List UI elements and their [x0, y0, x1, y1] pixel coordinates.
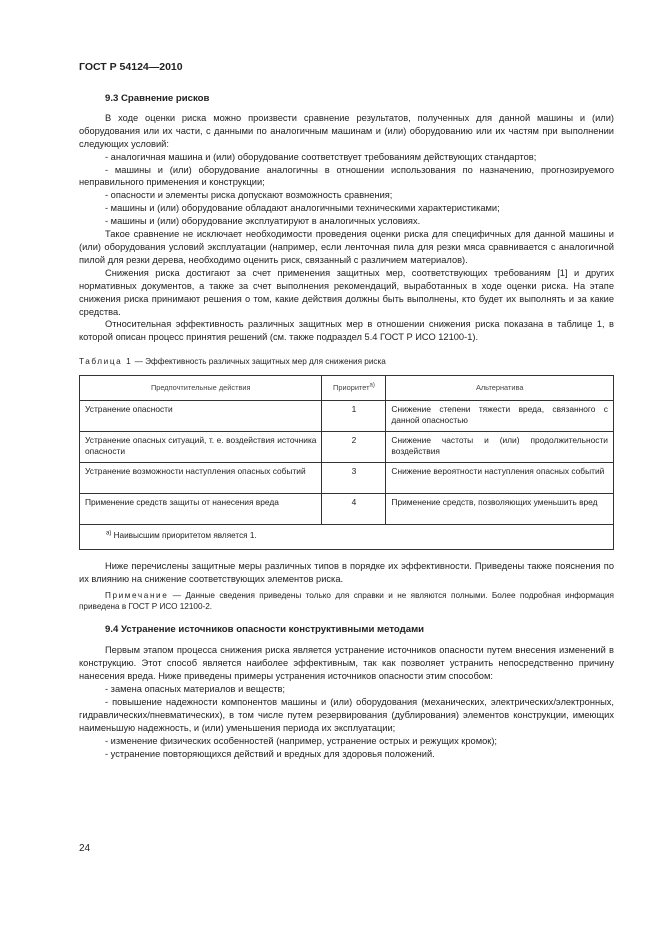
list-item: - аналогичная машина и (или) оборудование соответствует требованиям действующих стандартов; [105, 151, 537, 162]
cell-alternative: Снижение вероятности наступления опасных событий [386, 463, 614, 494]
section-9-3-title: 9.3 Сравнение рисков [105, 93, 210, 104]
table-footnote-row [80, 525, 614, 550]
cell-priority: 1 [322, 401, 386, 432]
paragraph: Такое сравнение не исключает необходимости проведения оценки риска для специфичных для данной машины и (или) оборудования условий эксплуатации (например, если ленточная пила для резки мяса сравнивается с аналогичной пилой для резки дерева, необходимо оценить риск, связанный с различием материалов). [79, 229, 614, 265]
page-content [79, 93, 614, 761]
paragraph: Снижения риска достигают за счет применения защитных мер, соответствующих требованиям [1] и других нормативных документов, а также за счет выполнения рекомендаций, выработанных в ходе оценки риска. На этапе снижения риска принимают решения о том, какие действия должны быть выполнены, кто будет их выполнять и за какие средства. [79, 267, 614, 317]
table-caption-text: — Эффективность различных защитных мер для снижения риска [132, 357, 386, 367]
table-caption-label: Таблица 1 [79, 357, 133, 367]
cell-alternative: Снижение степени тяжести вреда, связанного с данной опасностью [386, 401, 614, 432]
table-caption [79, 356, 614, 369]
list-item: - машины и (или) оборудование эксплуатируют в аналогичных условиях. [105, 216, 421, 227]
document-code-header: ГОСТ Р 54124—2010 [79, 61, 183, 73]
cell-preferred: Применение средств защиты от нанесения вреда [80, 494, 322, 525]
table-row [80, 463, 614, 494]
paragraph: Относительная эффективность различных защитных мер в отношении снижения риска показана в таблице 1, в которой описан процесс принятия решений (см. также подраздел 5.4 ГОСТ Р ИСО 12100-1). [79, 319, 614, 343]
paragraph: Ниже перечислены защитные меры различных типов в порядке их эффективности. Приведены также пояснения по их влиянию на снижение соответствующих элементов риска. [79, 560, 614, 584]
table-footnote [80, 525, 614, 550]
protective-measures-table [79, 375, 614, 550]
cell-priority: 3 [322, 463, 386, 494]
section-9-3-intro: В ходе оценки риска можно произвести сравнение результатов, полученных для данной машины и (или) оборудования или их части, с данными по аналогичным машинам и (или) оборудованию или их частям при выполнении следующих условий: [79, 112, 614, 149]
list-item: - повышение надежности компонентов машины и (или) оборудования (механических, электрических/электронных, гидравлических/пневматических), в том числе путем резервирования (дублирования) элементов конструкции, имеющих наименьшую надежность, и (или) уменьшения периода их эксплуатации; [79, 697, 614, 733]
cell-preferred: Устранение возможности наступления опасных событий [80, 463, 322, 494]
list-item: - опасности и элементы риска допускают возможность сравнения; [105, 190, 393, 201]
section-9-4-intro: Первым этапом процесса снижения риска является устранение источников опасности путем внесения изменений в конструкцию. Этот способ является наиболее эффективным, так как позволяет устранить непосредственно причину нанесения вреда. Ниже приведены примеры устранения источников опасности этим способом: [79, 645, 614, 682]
table-header-row [80, 376, 614, 401]
footnote-text: Наивысшим приоритетом является 1. [111, 531, 257, 541]
page-number: 24 [79, 843, 91, 854]
cell-priority: 2 [322, 432, 386, 463]
section-9-4-title: 9.4 Устранение источников опасности конструктивными методами [105, 623, 425, 635]
cell-alternative: Применение средств, позволяющих уменьшить вред [386, 494, 614, 525]
header-alternative: Альтернатива [386, 376, 614, 401]
footnote-mark: а) [106, 530, 112, 537]
header-priority-footnote-mark: а) [369, 382, 375, 389]
table-row [80, 494, 614, 525]
cell-preferred: Устранение опасности [80, 401, 322, 432]
table-row [80, 401, 614, 432]
table-row [80, 432, 614, 463]
header-priority-label: Приоритет [333, 382, 370, 392]
cell-preferred: Устранение опасных ситуаций, т. е. воздействия источника опасности [80, 432, 322, 463]
list-item: - изменение физических особенностей (например, устранение острых и режущих кромок); [105, 735, 498, 746]
header-preferred-actions: Предпочтительные действия [80, 376, 322, 401]
list-item: - устранение повторяющихся действий и вредных для здоровья положений. [105, 748, 435, 759]
cell-alternative: Снижение частоты и (или) продолжительности воздействия [386, 432, 614, 463]
note [79, 590, 614, 612]
list-item: - машины и (или) оборудование обладают аналогичными техническими характеристиками; [105, 203, 500, 214]
note-label: Примечание [105, 590, 169, 600]
header-priority [322, 376, 386, 401]
note-text: — Данные сведения приведены только для справки и не являются полными. Более подробная информация приведена в ГОСТ Р ИСО 12100-2. [79, 590, 614, 611]
list-item: - машины и (или) оборудование аналогичны в отношении использования по назначению, прогнозируемого неправильного применения и конструкции; [79, 164, 614, 188]
list-item: - замена опасных материалов и веществ; [105, 684, 285, 695]
cell-priority: 4 [322, 494, 386, 525]
